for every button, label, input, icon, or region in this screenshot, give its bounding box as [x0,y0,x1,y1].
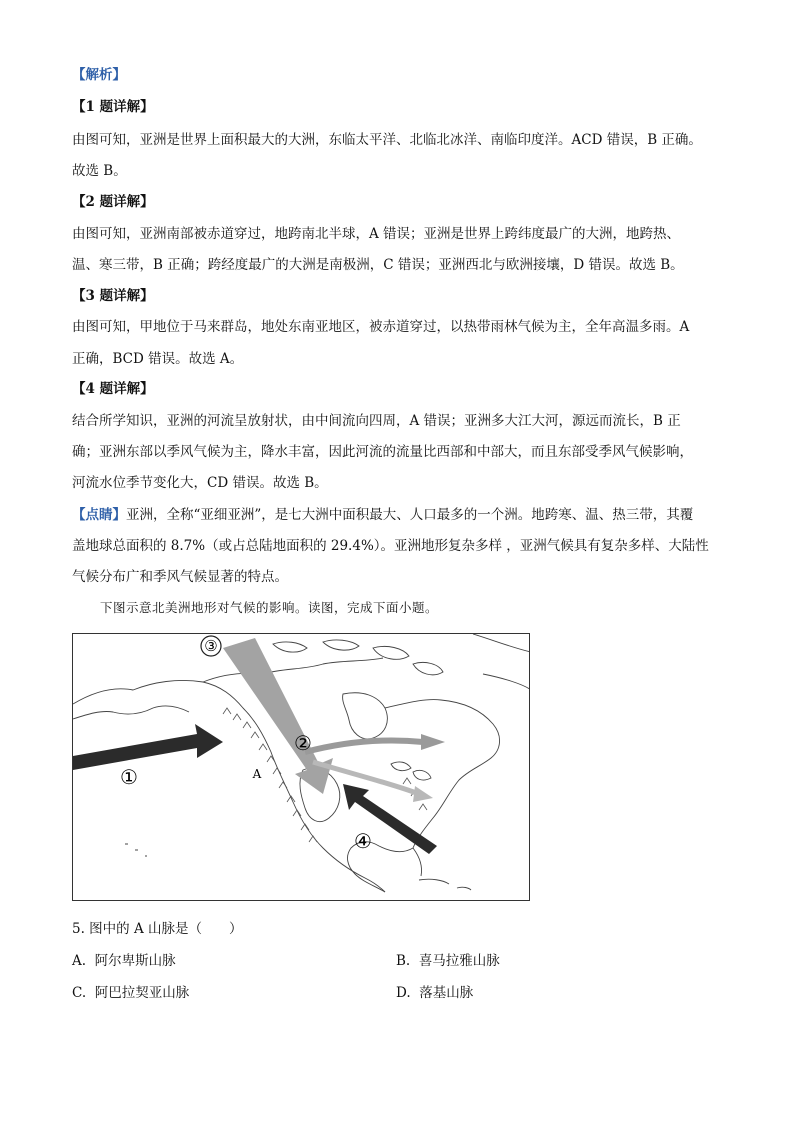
q3-line-2: 正确，BCD 错误。故选 A。 [72,351,244,367]
figure-caption: 下图示意北美洲地形对气候的影响。读图，完成下面小题。 [100,600,439,615]
q2-line-1: 由图可知，亚洲南部被赤道穿过，地跨南北半球，A 错误；亚洲是世界上跨纬度最广的大洲，地跨热、 [72,226,681,242]
option-d [396,984,473,1002]
north-america-map [72,633,530,901]
arrow-2-head [421,734,445,750]
cuba [419,879,449,884]
q3-line-1: 由图可知，甲地位于马来群岛，地处东南亚地区，被赤道穿过，以热带雨林气候为主，全年高温多雨。A [72,319,690,335]
option-c [72,984,189,1002]
option-c-letter: C. [72,985,87,1001]
island-3 [373,646,409,659]
q4-line-3: 河流水位季节变化大，CD 错误。故选 B。 [72,475,328,491]
q1-line-2: 故选 B。 [72,163,127,179]
label-4: ④ [354,829,372,853]
island-4 [413,662,443,674]
coastlines [73,634,530,892]
tip-text-1: 亚洲，全称“亚细亚洲”，是七大洲中面积最大、人口最多的一个洲。地跨寒、温、热三带，其覆 [126,507,694,523]
tip-line-2: 盖地球总面积的 8.7%（或占总陆地面积的 29.4%）。亚洲地形复杂多样 ，亚洲气候具有复杂多样、大陆性 [72,538,709,554]
q2-heading: 【2 题详解】 [72,194,154,210]
map-svg [73,634,530,901]
arrow-3 [223,638,333,794]
greenland [473,634,530,690]
option-a-letter: A. [72,953,87,969]
option-b-letter: B. [396,953,411,969]
q1-line-1: 由图可知，亚洲是世界上面积最大的大洲，东临太平洋、北临北冰洋、南临印度洋。ACD 错误，B 正确。 [72,132,702,148]
arctic-coast [203,658,383,682]
analysis-heading: 【解析】 [72,67,126,83]
arrow-2-shaft [305,740,423,752]
label-3: ③ [204,637,218,655]
option-c-text: 阿巴拉契亚山脉 [94,985,190,1001]
option-a-text: 阿尔卑斯山脉 [94,953,176,969]
label-1: ① [120,765,138,789]
label-2: ② [294,731,312,755]
florida [413,848,422,876]
arrow-2b-head [413,786,433,802]
q3-heading: 【3 题详解】 [72,288,154,304]
tip-line-1 [72,506,693,524]
alaska-south-coast [73,706,189,719]
question-5-stem: 5. 图中的 A 山脉是（ ） [72,921,243,937]
q4-heading: 【4 题详解】 [72,381,154,397]
option-d-text: 落基山脉 [419,985,474,1001]
q4-line-1: 结合所学知识，亚洲的河流呈放射状，由中间流向四周，A 错误；亚洲多大江大河，源远而流长，B 正 [72,413,681,429]
option-b [396,952,500,970]
option-d-letter: D. [396,985,411,1001]
q1-heading: 【1 题详解】 [72,99,154,115]
option-b-text: 喜马拉雅山脉 [418,953,500,969]
lake-2 [413,770,431,780]
option-a [72,952,176,970]
label-a: A [252,767,262,781]
arrow-1 [73,724,223,770]
arrow-2b-shaft [313,762,419,794]
q2-line-2: 温、寒三带，B 正确；跨经度最广的大洲是南极洲，C 错误；亚洲西北与欧洲接壤，D 错误。故选 B。 [72,257,684,273]
hispaniola [457,887,471,890]
hudson-bay [343,693,388,739]
q4-line-2: 确；亚洲东部以季风气候为主，降水丰富，因此河流的流量比西部和中部大，而且东部受季风气候影响， [72,444,693,460]
island-2 [323,640,359,650]
island-1 [273,642,307,652]
lake-1 [391,762,411,771]
tip-heading: 【点睛】 [72,507,126,523]
hawaii [125,844,147,856]
tip-line-3: 气候分布广和季风气候显著的特点。 [72,569,288,585]
